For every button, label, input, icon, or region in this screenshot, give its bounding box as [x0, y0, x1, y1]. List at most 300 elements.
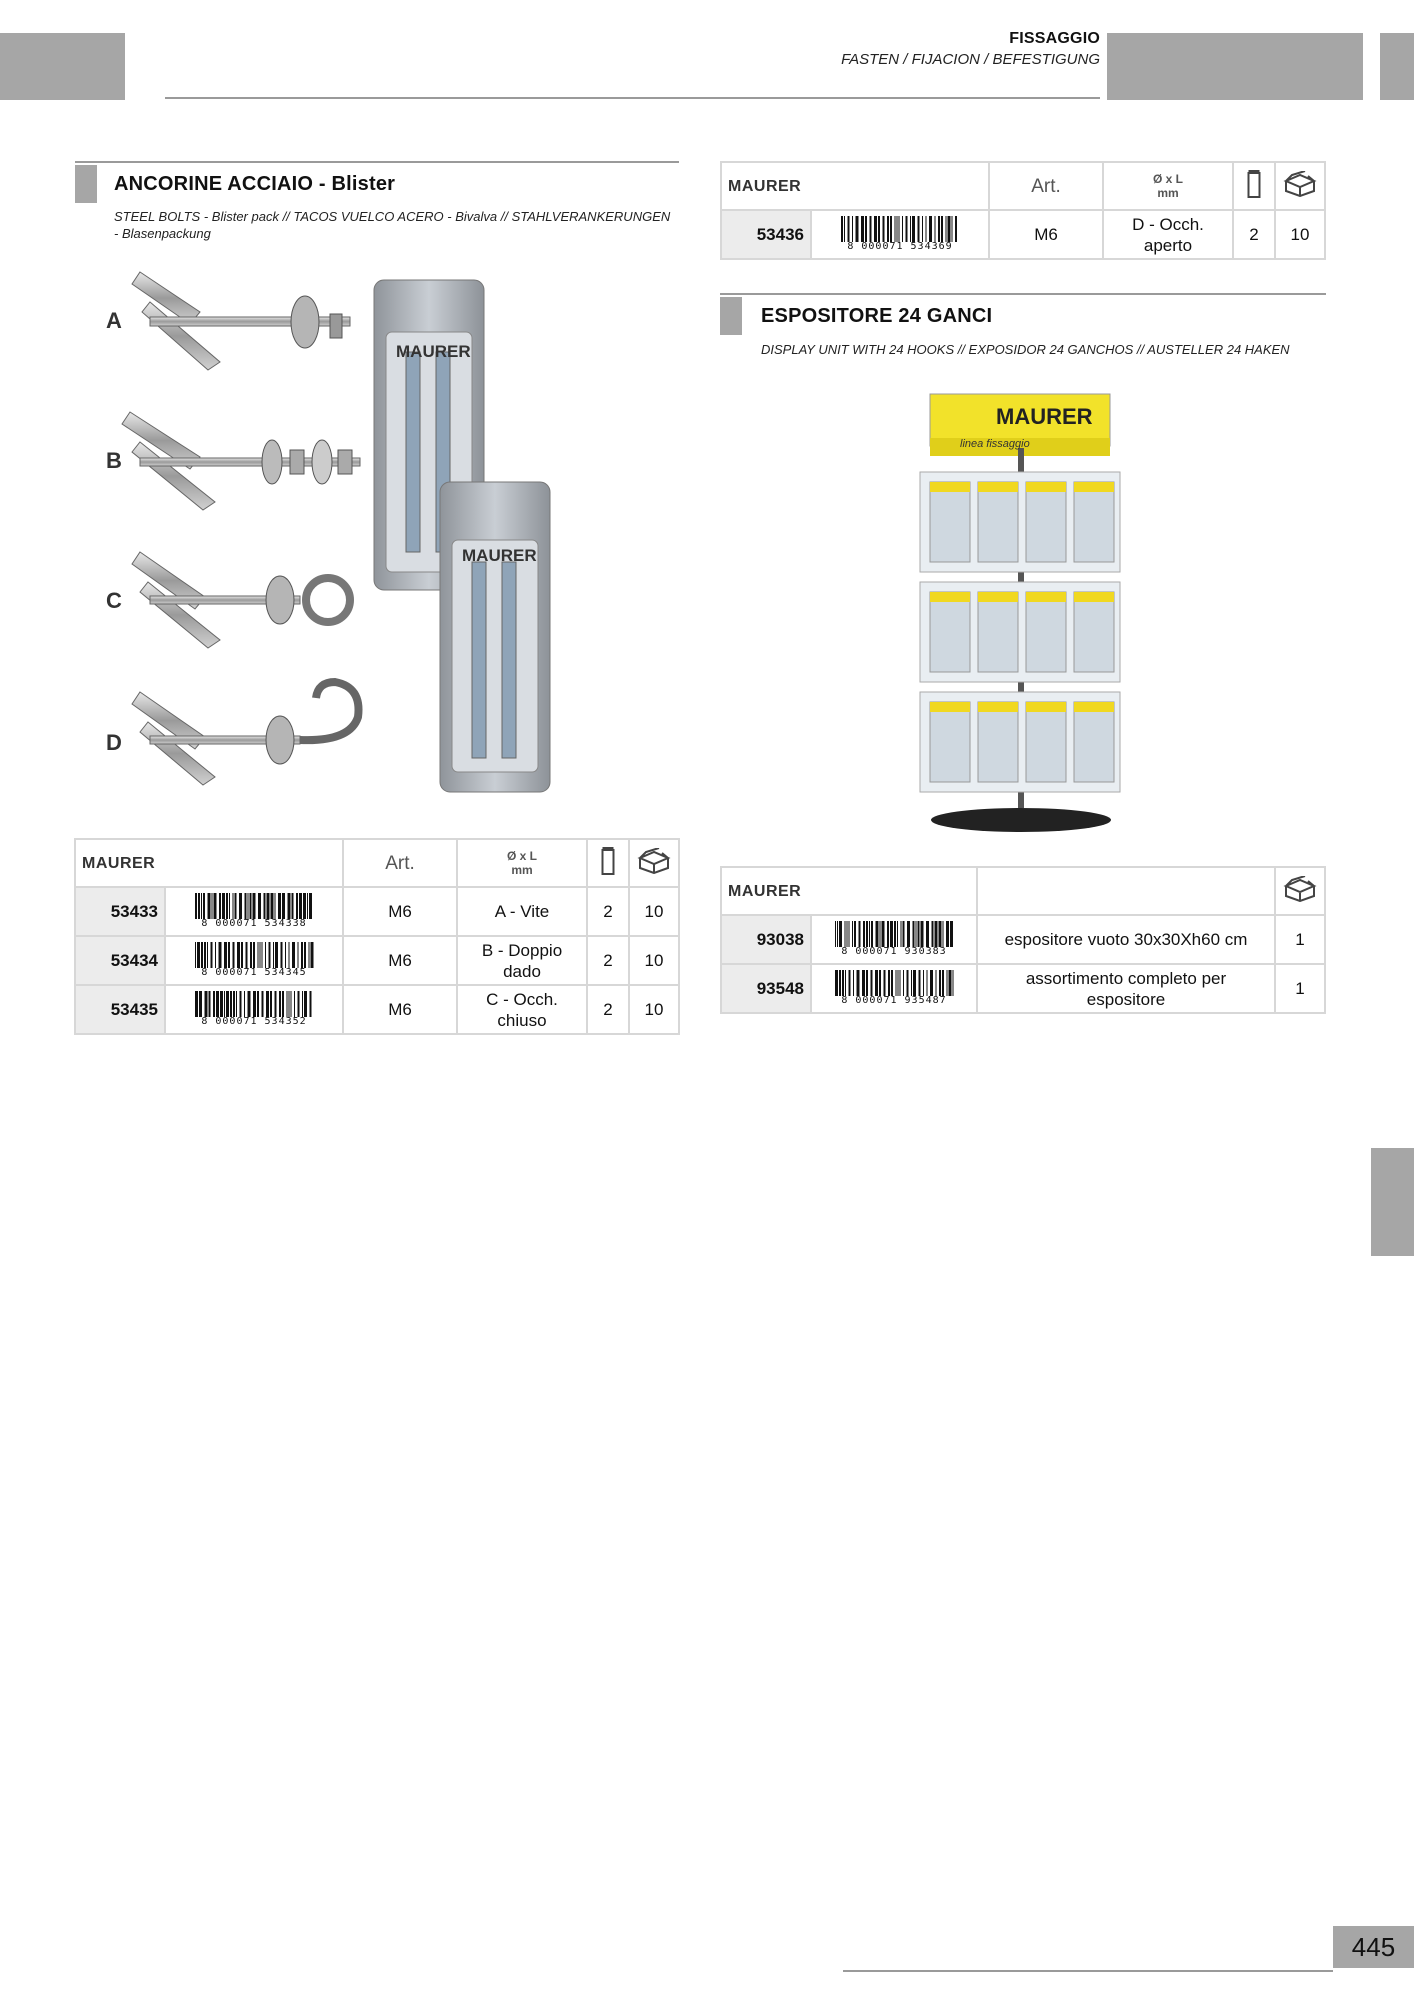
barcode-bar: [299, 893, 302, 919]
barcode-bar: [311, 942, 314, 968]
barcode-bar: [913, 921, 915, 947]
barcode-bar: [275, 893, 276, 919]
barcode-bar: [258, 942, 259, 968]
barcode-bar: [244, 991, 245, 1017]
barcode-bar: [278, 893, 281, 919]
barcode-bar: [292, 893, 294, 919]
barcode-bar: [930, 970, 933, 996]
barcode-bar: [835, 970, 838, 996]
barcode-bar: [260, 942, 261, 968]
category-title: FISSAGGIO: [1009, 30, 1100, 47]
steel-bolts-photo: [90, 262, 610, 802]
barcode-bar: [941, 216, 943, 242]
barcode-bar: [292, 942, 295, 968]
barcode-bar: [907, 970, 909, 996]
barcode-bar: [936, 970, 937, 996]
barcode-bar: [942, 970, 944, 996]
display-unit-photo: [900, 388, 1150, 838]
dim-header-line1: Ø x L: [506, 849, 537, 863]
barcode-bar: [955, 216, 957, 242]
table1-qty-header: [587, 839, 629, 887]
barcode-bar: [874, 216, 877, 242]
desc-cell: [977, 964, 1275, 1013]
barcode-bar: [289, 942, 290, 968]
barcode-bar: [310, 991, 312, 1017]
section2-subtitle: DISPLAY UNIT WITH 24 HOOKS // EXPOSIDOR 24 GANCHOS // AUSTELLER 24 HAKEN: [761, 342, 1290, 357]
table1-box-header: [629, 839, 679, 887]
barcode-bar: [894, 921, 896, 947]
single-pack-icon: [1247, 169, 1261, 199]
barcode-bar: [865, 216, 867, 242]
barcode: [829, 970, 959, 1006]
barcode-bar: [304, 991, 307, 1017]
barcode-bar: [267, 893, 270, 919]
barcode-bar: [890, 216, 892, 242]
barcode-bar: [224, 991, 225, 1017]
box-value: 1: [1275, 964, 1325, 1013]
table1-dim-header: [457, 839, 587, 887]
barcode-bar: [219, 942, 222, 968]
barcode-bar: [220, 991, 223, 1017]
barcode-bar: [215, 942, 216, 968]
barcode-bar: [897, 921, 898, 947]
barcode-bar: [922, 216, 923, 242]
barcode-bar: [875, 970, 878, 996]
barcode-bar: [298, 942, 299, 968]
table3-brand-cell: [721, 867, 977, 915]
qty-value: 2: [1233, 210, 1275, 259]
barcode-bar: [237, 942, 240, 968]
barcode-bar: [856, 216, 859, 242]
barcode-bar: [282, 991, 284, 1017]
barcode-bar: [935, 216, 936, 242]
barcode-bar: [871, 921, 873, 947]
barcode-bar: [948, 216, 951, 242]
barcode-bar: [861, 216, 864, 242]
barcode-bar: [926, 216, 927, 242]
table2-art-header: Art.: [989, 162, 1103, 210]
barcode-bar: [871, 970, 873, 996]
barcode-bar: [228, 942, 230, 968]
barcode-bar: [309, 942, 310, 968]
table2-box-header: [1275, 162, 1325, 210]
barcode-bar: [939, 970, 941, 996]
barcode-bar: [222, 893, 225, 919]
barcode-bar: [309, 893, 312, 919]
barcode-bar: [208, 893, 211, 919]
page-number: 445: [1333, 1926, 1414, 1968]
barcode-bar: [301, 942, 303, 968]
barcode-bar: [250, 942, 252, 968]
barcode-bar: [876, 921, 879, 947]
dim-header-line2: mm: [1157, 186, 1179, 200]
barcode-bar: [918, 216, 920, 242]
barcode-bar: [854, 921, 856, 947]
barcode-number: 8 000071 534352: [201, 1015, 307, 1027]
barcode-cell: [165, 887, 343, 936]
desc-cell: [977, 915, 1275, 964]
barcode: [829, 921, 959, 957]
table-row: [721, 915, 1325, 964]
steel-bolts-table-d: [720, 161, 1326, 260]
barcode-bar: [847, 921, 848, 947]
barcode-number: 8 000071 935487: [841, 994, 947, 1006]
barcode-number: 8 000071 534345: [201, 966, 307, 978]
barcode-bar: [253, 991, 256, 1017]
table2-dim-header: [1103, 162, 1233, 210]
photo-letter-c: C: [106, 588, 122, 613]
dim-header-line1: Ø x L: [1152, 172, 1183, 186]
barcode-bar: [947, 970, 948, 996]
barcode: [189, 991, 319, 1027]
barcode-bar: [912, 216, 915, 242]
footer-rule: [843, 1970, 1333, 1972]
barcode-bar: [927, 970, 928, 996]
barcode-bar: [897, 216, 898, 242]
barcode-bar: [239, 893, 242, 919]
box-icon: [637, 848, 671, 874]
barcode-bar: [921, 921, 924, 947]
desc-cell: [457, 887, 587, 936]
barcode-bar: [266, 991, 269, 1017]
barcode-bar: [862, 970, 865, 996]
section2-marker: [720, 297, 742, 335]
barcode-bar: [879, 970, 881, 996]
barcode-bar: [845, 970, 846, 996]
table3-box-header: [1275, 867, 1325, 915]
barcode-bar: [911, 970, 912, 996]
table-row: [75, 887, 679, 936]
art-value: M6: [989, 210, 1103, 259]
product-code: 53436: [721, 210, 811, 259]
barcode-bar: [839, 921, 842, 947]
box-icon: [1283, 171, 1317, 197]
desc-line2: espositore: [1086, 989, 1166, 1009]
photo-letter-b: B: [106, 448, 122, 473]
barcode-bar: [899, 216, 900, 242]
header-left-bar: [0, 33, 125, 100]
barcode-bar: [198, 893, 200, 919]
barcode-cell: [811, 964, 977, 1013]
barcode-bar: [901, 921, 902, 947]
barcode-bar: [891, 970, 893, 996]
barcode-bar: [211, 942, 213, 968]
maurer-logo: MAURER: [728, 178, 802, 195]
desc-cell: [1103, 210, 1233, 259]
barcode-cell: [811, 210, 989, 259]
barcode-bar: [265, 942, 266, 968]
qty-value: 2: [587, 887, 629, 936]
barcode-bar: [216, 991, 219, 1017]
box-value: 10: [629, 936, 679, 985]
steel-bolts-table: [74, 838, 680, 1035]
product-code: 93038: [721, 915, 811, 964]
photo-letter-a: A: [106, 308, 122, 333]
barcode-bar: [932, 921, 934, 947]
table1-brand-cell: [75, 839, 343, 887]
barcode-bar: [887, 921, 889, 947]
barcode-bar: [204, 942, 206, 968]
maurer-logo: MAURER: [728, 883, 802, 900]
barcode-bar: [950, 921, 953, 947]
section1-title: ANCORINE ACCIAIO - Blister: [114, 173, 396, 195]
barcode-bar: [296, 893, 298, 919]
barcode-bar: [869, 921, 870, 947]
barcode-bar: [870, 216, 872, 242]
desc-line2: chiuso: [497, 1010, 547, 1030]
table1-art-header: Art.: [343, 839, 457, 887]
barcode: [835, 216, 965, 252]
section1-subtitle-2: - Blasenpackung: [114, 226, 211, 241]
section1-subtitle-1: STEEL BOLTS - Blister pack // TACOS VUELCO ACERO - Bivalva // STAHLVERANKERUNGEN: [114, 209, 671, 224]
barcode-bar: [288, 893, 291, 919]
barcode-bar: [849, 921, 850, 947]
table-row: [75, 985, 679, 1034]
barcode-cell: [165, 985, 343, 1034]
barcode-bar: [205, 991, 208, 1017]
barcode-number: 8 000071 534338: [201, 917, 307, 929]
barcode-bar: [878, 216, 880, 242]
desc-line1: D - Occh.: [1132, 214, 1204, 234]
barcode-bar: [233, 991, 235, 1017]
barcode-bar: [866, 970, 868, 996]
barcode-bar: [895, 216, 896, 242]
barcode-bar: [226, 893, 228, 919]
barcode: [189, 893, 319, 929]
barcode-bar: [902, 216, 903, 242]
barcode-bar: [896, 970, 897, 996]
barcode-bar: [883, 216, 885, 242]
blister-label-2: MAURER: [462, 546, 537, 565]
barcode-bar: [946, 921, 949, 947]
barcode-bar: [853, 970, 854, 996]
barcode-bar: [282, 893, 285, 919]
barcode-bar: [863, 921, 865, 947]
photo-letter-d: D: [106, 730, 122, 755]
barcode-bar: [248, 893, 249, 919]
barcode-bar: [852, 921, 853, 947]
barcode-bar: [903, 921, 905, 947]
hook-rows-icon: [920, 472, 1120, 792]
barcode-bar: [233, 942, 235, 968]
barcode-bar: [275, 942, 278, 968]
section1-marker: [75, 165, 97, 203]
barcode-bar: [835, 921, 836, 947]
art-value: M6: [343, 985, 457, 1034]
barcode-number: 8 000071 930383: [841, 945, 947, 957]
barcode-bar: [859, 921, 861, 947]
barcode-bar: [890, 921, 893, 947]
qty-value: 2: [587, 985, 629, 1034]
table-row: [721, 210, 1325, 259]
desc-cell: [457, 985, 587, 1034]
barcode-bar: [307, 893, 308, 919]
display-sub: linea fissaggio: [960, 438, 1030, 450]
barcode-bar: [887, 216, 889, 242]
barcode-bar: [938, 216, 940, 242]
barcode-bar: [281, 942, 283, 968]
barcode-bar: [953, 970, 954, 996]
barcode-bar: [952, 216, 953, 242]
desc-line1: C - Occh.: [486, 989, 558, 1009]
qty-value: 2: [587, 936, 629, 985]
barcode-number: 8 000071 534369: [847, 240, 953, 252]
barcode-bar: [241, 942, 243, 968]
barcode-bar: [262, 991, 264, 1017]
box-value: 1: [1275, 915, 1325, 964]
barcode-bar: [291, 991, 292, 1017]
barcode-bar: [230, 991, 232, 1017]
barcode-bar: [203, 893, 205, 919]
section2-title: ESPOSITORE 24 GANCI: [761, 305, 993, 327]
barcode-bar: [929, 216, 932, 242]
barcode-bar: [213, 991, 215, 1017]
barcode-bar: [916, 921, 917, 947]
barcode-bar: [285, 942, 286, 968]
barcode-bar: [279, 991, 281, 1017]
art-value: M6: [343, 887, 457, 936]
barcode-bar: [900, 970, 901, 996]
desc-line1: A - Vite: [494, 902, 550, 921]
barcode-bar: [235, 893, 237, 919]
barcode-bar: [926, 921, 929, 947]
barcode-bar: [245, 893, 247, 919]
barcode-bar: [837, 921, 838, 947]
barcode-bar: [271, 893, 274, 919]
barcode-bar: [939, 921, 942, 947]
bolt-a-icon: [132, 272, 350, 370]
barcode-bar: [845, 921, 846, 947]
display-unit-table: [720, 866, 1326, 1014]
barcode: [189, 942, 319, 978]
header-right-bar: [1107, 33, 1363, 100]
barcode-bar: [304, 942, 306, 968]
barcode-bar: [257, 991, 259, 1017]
art-value: M6: [343, 936, 457, 985]
barcode-bar: [848, 216, 850, 242]
barcode-bar: [919, 970, 921, 996]
barcode-bar: [302, 991, 303, 1017]
barcode-bar: [253, 942, 255, 968]
barcode-bar: [201, 942, 203, 968]
product-code: 53433: [75, 887, 165, 936]
barcode-bar: [197, 942, 200, 968]
barcode-bar: [918, 921, 920, 947]
barcode-bar: [214, 893, 217, 919]
barcode-bar: [857, 970, 860, 996]
side-tab: [1371, 1148, 1414, 1256]
barcode-bar: [273, 942, 274, 968]
barcode-bar: [207, 942, 208, 968]
bolt-c-icon: [132, 552, 350, 648]
table3-desc-header: [977, 867, 1275, 915]
barcode-bar: [270, 991, 272, 1017]
barcode-bar: [275, 991, 277, 1017]
barcode-bar: [199, 991, 202, 1017]
barcode-bar: [946, 216, 947, 242]
barcode-bar: [248, 991, 251, 1017]
desc-line1: B - Doppio: [481, 940, 563, 960]
barcode-bar: [250, 893, 252, 919]
table2-qty-header: [1233, 162, 1275, 210]
barcode-bar: [246, 942, 248, 968]
barcode-bar: [269, 942, 271, 968]
barcode-bar: [229, 893, 230, 919]
barcode-bar: [913, 970, 916, 996]
desc-cell: [457, 936, 587, 985]
barcode-bar: [219, 893, 221, 919]
display-brand: MAURER: [996, 404, 1093, 429]
barcode-bar: [209, 991, 211, 1017]
barcode-bar: [258, 893, 261, 919]
bolt-d-icon: [132, 682, 359, 785]
barcode-bar: [943, 921, 944, 947]
barcode-bar: [884, 970, 886, 996]
barcode-bar: [849, 970, 851, 996]
barcode-bar: [882, 921, 885, 947]
barcode-bar: [888, 970, 890, 996]
section1-rule: [75, 161, 679, 163]
table2-brand-cell: [721, 162, 989, 210]
section2-rule: [720, 293, 1326, 295]
barcode-bar: [935, 921, 938, 947]
product-code: 53435: [75, 985, 165, 1034]
single-pack-icon: [601, 846, 615, 876]
dim-header-line2: mm: [511, 863, 533, 877]
product-code: 53434: [75, 936, 165, 985]
barcode-bar: [195, 942, 196, 968]
barcode-cell: [811, 915, 977, 964]
barcode-bar: [224, 942, 227, 968]
desc-line2: dado: [503, 961, 541, 981]
barcode-bar: [866, 921, 868, 947]
maurer-logo: MAURER: [82, 855, 156, 872]
barcode-bar: [923, 970, 924, 996]
header-edge-bar: [1380, 33, 1414, 100]
barcode-bar: [201, 893, 202, 919]
barcode-bar: [842, 970, 844, 996]
barcode-bar: [910, 216, 911, 242]
category-subtitle: FASTEN / FIJACION / BEFESTIGUNG: [841, 51, 1100, 68]
barcode-bar: [289, 991, 290, 1017]
barcode-bar: [262, 942, 263, 968]
desc-line1: espositore vuoto 30x30Xh60 cm: [1004, 930, 1248, 949]
barcode-cell: [165, 936, 343, 985]
barcode-bar: [253, 893, 256, 919]
header-rule: [165, 97, 1100, 99]
barcode-bar: [852, 216, 853, 242]
header-category: [841, 30, 1100, 68]
barcode-bar: [844, 216, 845, 242]
barcode-bar: [287, 991, 288, 1017]
box-value: 10: [629, 887, 679, 936]
barcode-bar: [898, 970, 899, 996]
barcode-bar: [226, 991, 229, 1017]
box-icon: [1283, 876, 1317, 902]
barcode-bar: [195, 991, 198, 1017]
barcode-bar: [949, 970, 952, 996]
product-code: 93548: [721, 964, 811, 1013]
blister-label-1: MAURER: [396, 342, 471, 361]
barcode-bar: [264, 893, 266, 919]
barcode-bar: [903, 970, 904, 996]
bolt-b-icon: [122, 412, 360, 510]
desc-line2: aperto: [1143, 235, 1193, 255]
barcode-bar: [212, 893, 213, 919]
barcode-bar: [233, 893, 234, 919]
desc-line1: assortimento completo per: [1025, 968, 1227, 988]
barcode-bar: [298, 991, 300, 1017]
